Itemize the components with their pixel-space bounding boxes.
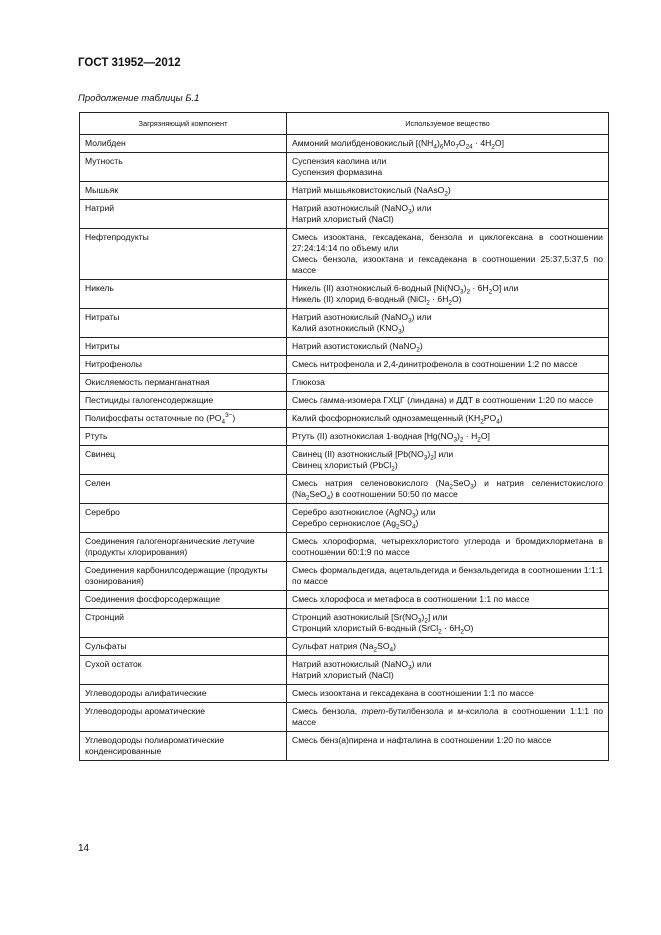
- substance-cell: [287, 475, 609, 504]
- substance-line: Смесь натрия селеновокислого $(Na_2SeO_3)$ и натрия селенистокислого $(Na_2SeO_4)$ в соотношении 50:50 по массе: [292, 478, 603, 502]
- substance-cell: [287, 392, 609, 410]
- substance-line: Натрий хлористый (NaCl): [292, 214, 394, 224]
- substance-line: Никель (II) азотнокислый 6-водный $[Ni(NO_3)_2 \cdot 6H_2O]$ или: [292, 283, 519, 296]
- substance-cell: [287, 638, 609, 656]
- substance-cell: [287, 229, 609, 280]
- substance-cell: [287, 504, 609, 533]
- table-row: [80, 338, 609, 356]
- substance-cell: [287, 135, 609, 153]
- substance-line: Смесь бензола, изооктана и гексадекана в соотношении 25:37,5:37,5 по массе: [292, 254, 603, 275]
- substances-table: [79, 112, 609, 761]
- substance-line: Натрий азотнокислый (NaNO$_3$) или: [292, 312, 432, 325]
- substance-line: Серебро азотнокислое (AgNO$_3$) или: [292, 507, 436, 520]
- table-body: [80, 135, 609, 761]
- table-row: [80, 533, 609, 562]
- column-header-substance: Используемое вещество: [287, 113, 609, 135]
- table-row: [80, 732, 609, 761]
- table-row: [80, 504, 609, 533]
- substance-line: Натрий мышьяковистокислый (NaAsO$_2$): [292, 185, 451, 198]
- table-row: [80, 638, 609, 656]
- substance-cell: [287, 338, 609, 356]
- substance-cell: [287, 591, 609, 609]
- substance-line: Смесь нитрофенола и 2,4-динитрофенола в соотношении 1:2 по массе: [292, 359, 578, 369]
- substance-line: Натрий азотнокислый (NaNO$_3$) или: [292, 659, 432, 672]
- substance-cell: [287, 200, 609, 229]
- substance-line: Стронций хлористый 6-водный (SrCl$_2$ · $6H_2O$): [292, 623, 474, 636]
- component-cell: Мутность: [80, 153, 287, 182]
- table-header-row: [80, 113, 609, 135]
- substance-cell: [287, 182, 609, 200]
- substance-line: Натрий азотнокислый (NaNO$_3$) или: [292, 203, 432, 216]
- component-cell: Стронций: [80, 609, 287, 638]
- substance-line: Смесь бенз(а)пирена и нафталина в соотношении 1:20 по массе: [292, 735, 552, 745]
- component-cell: Натрий: [80, 200, 287, 229]
- component-cell: Свинец: [80, 446, 287, 475]
- component-cell: Сухой остаток: [80, 656, 287, 685]
- component-cell: Сульфаты: [80, 638, 287, 656]
- component-cell: Нитраты: [80, 309, 287, 338]
- table-row: [80, 374, 609, 392]
- substance-line: Смесь хлорофоса и метафоса в соотношении 1:1 по массе: [292, 594, 530, 604]
- component-cell: Окисляемость перманганатная: [80, 374, 287, 392]
- substance-cell: [287, 410, 609, 428]
- component-cell: Углеводороды полиароматические конденсированные: [80, 732, 287, 761]
- table-row: [80, 591, 609, 609]
- substance-line: Суспензия формазина: [292, 167, 383, 177]
- table-row: [80, 182, 609, 200]
- substance-line: Стронций азотнокислый $[Sr(NO_3)_2]$ или: [292, 612, 448, 625]
- component-cell: Мышьяк: [80, 182, 287, 200]
- component-cell: Нитрофенолы: [80, 356, 287, 374]
- substance-line: Смесь хлороформа, четыреххлористого углерода и бромдихлорметана в соотношении 60:1:9 по массе: [292, 536, 603, 557]
- substance-cell: [287, 703, 609, 732]
- document-code: ГОСТ 31952—2012: [78, 57, 181, 69]
- component-cell: Ртуть: [80, 428, 287, 446]
- substance-line: Глюкоза: [292, 377, 325, 387]
- table-row: [80, 392, 609, 410]
- component-cell: Нитриты: [80, 338, 287, 356]
- substance-line: Никель (II) хлорид 6-водный (NiCl$_2$ · $6H_2O$): [292, 294, 462, 307]
- substance-line: Калий азотнокислый $(KNO_3)$: [292, 323, 405, 336]
- substance-cell: [287, 685, 609, 703]
- table-row: [80, 428, 609, 446]
- component-cell: Селен: [80, 475, 287, 504]
- component-cell: Никель: [80, 280, 287, 309]
- substance-line: Натрий азотистокислый (NaNO$_2$): [292, 341, 423, 354]
- table-row: [80, 229, 609, 280]
- table-row: [80, 609, 609, 638]
- substance-cell: [287, 609, 609, 638]
- substance-cell: [287, 562, 609, 591]
- component-cell: Соединения карбонилсодержащие (продукты озонирования): [80, 562, 287, 591]
- substance-cell: [287, 356, 609, 374]
- component-cell: Пестициды галогенсодержащие: [80, 392, 287, 410]
- table-row: [80, 475, 609, 504]
- component-cell: Соединения фосфорсодержащие: [80, 591, 287, 609]
- substance-line: Калий фосфорнокислый однозамещенный $(KH_2PO_4)$: [292, 413, 503, 426]
- substance-cell: [287, 153, 609, 182]
- substance-cell: [287, 374, 609, 392]
- substance-line: Смесь бензола, трет-бутилбензола и м-ксилола в соотношении 1:1:1 по массе: [292, 706, 603, 727]
- table-row: [80, 356, 609, 374]
- substance-line: Смесь формальдегида, ацетальдегида и бензальдегида в соотношении 1:1:1 по массе: [292, 565, 603, 586]
- substance-line: Свинец (II) азотнокислый $[Pb(NO_3)_2]$ или: [292, 449, 454, 462]
- component-cell: Нефтепродукты: [80, 229, 287, 280]
- substance-cell: [287, 280, 609, 309]
- substance-line: Ртуть (II) азотнокислая 1-водная $[Hg(NO_3)_2 \cdot H_2O]$: [292, 431, 490, 444]
- substance-cell: [287, 428, 609, 446]
- table-row: [80, 446, 609, 475]
- substance-line: Смесь изооктана и гексадекана в соотношении 1:1 по массе: [292, 688, 534, 698]
- table-row: [80, 656, 609, 685]
- table-row: [80, 135, 609, 153]
- column-header-component: Загрязняющий компонент: [80, 113, 287, 135]
- component-cell: Молибден: [80, 135, 287, 153]
- substance-line: Суспензия каолина или: [292, 156, 387, 166]
- substance-line: Сульфат натрия $(Na_2SO_4)$: [292, 641, 396, 654]
- substance-cell: [287, 533, 609, 562]
- table-row: [80, 200, 609, 229]
- substance-cell: [287, 656, 609, 685]
- substance-line: Аммоний молибденовокислый $[(NH_4)_6Mo_7O_{24} \cdot 4H_2O]$: [292, 138, 504, 151]
- substance-line: Смесь изооктана, гексадекана, бензола и циклогексана в соотношении 27:24:14:14 по объему или: [292, 232, 603, 253]
- substance-cell: [287, 446, 609, 475]
- page-number: 14: [78, 843, 90, 854]
- substance-cell: [287, 732, 609, 761]
- component-cell: Полифосфаты остаточные по $(PO_4^{3-})$: [80, 410, 287, 428]
- substance-line: Свинец хлористый (PbCl$_2$): [292, 460, 398, 473]
- table-row: [80, 562, 609, 591]
- substance-line: Серебро сернокислое $(Ag_2SO_4)$: [292, 518, 419, 531]
- table-row: [80, 410, 609, 428]
- substance-line: Натрий хлористый (NaCl): [292, 670, 394, 680]
- component-cell: Серебро: [80, 504, 287, 533]
- substance-line: Смесь гамма-изомера ГХЦГ (линдана) и ДДТ в соотношении 1:20 по массе: [292, 395, 594, 405]
- table-caption: Продолжение таблицы Б.1: [78, 93, 200, 104]
- component-cell: Углеводороды алифатические: [80, 685, 287, 703]
- substance-cell: [287, 309, 609, 338]
- table-row: [80, 280, 609, 309]
- component-cell: Углеводороды ароматические: [80, 703, 287, 732]
- table-row: [80, 685, 609, 703]
- table-row: [80, 153, 609, 182]
- component-cell: Соединения галогенорганические летучие (продукты хлорирования): [80, 533, 287, 562]
- table-row: [80, 703, 609, 732]
- table-row: [80, 309, 609, 338]
